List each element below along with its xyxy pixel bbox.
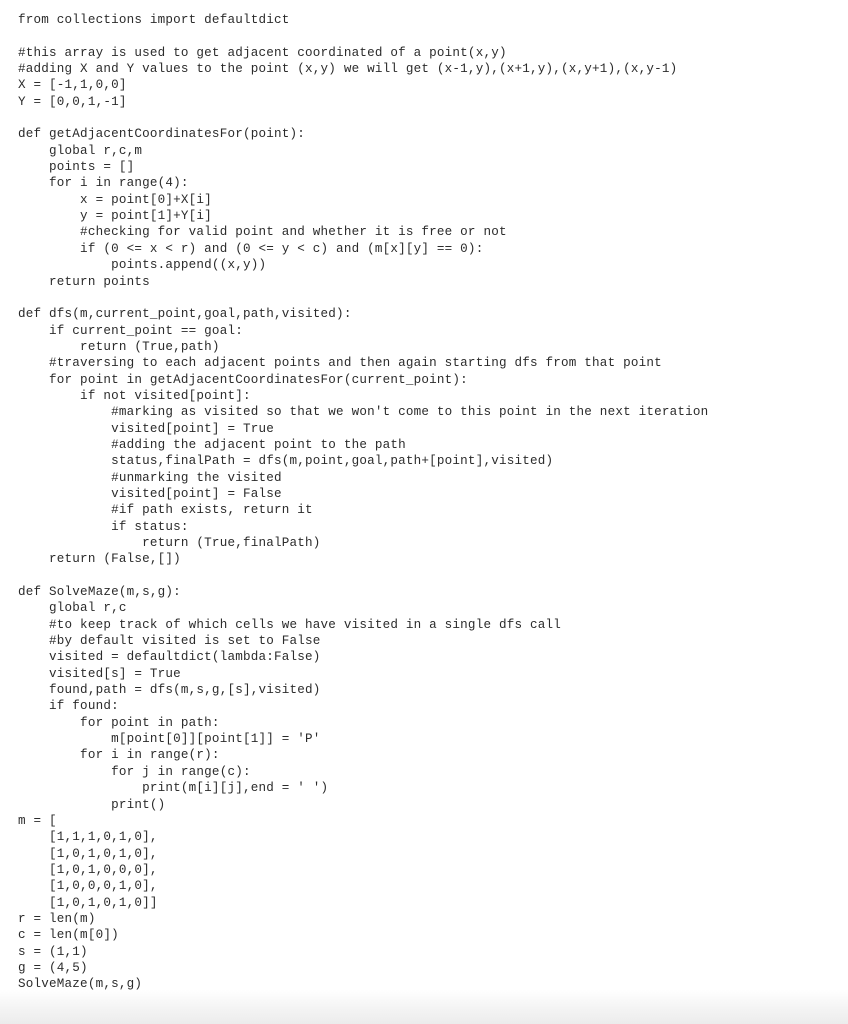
code-line: [1,0,1,0,1,0], <box>18 846 158 861</box>
code-line: if not visited[point]: <box>18 388 251 403</box>
code-line: from collections import defaultdict <box>18 13 290 27</box>
code-line <box>18 110 838 126</box>
code-line: visited = defaultdict(lambda:False) <box>18 650 321 665</box>
code-line: global r,c,m <box>18 143 143 158</box>
code-line: for i in range(r): <box>18 748 220 763</box>
code-line: #if path exists, return it <box>18 503 313 518</box>
code-line: x = point[0]+X[i] <box>18 192 212 207</box>
code-line: def getAdjacentCoordinatesFor(point): <box>18 127 306 142</box>
code-line: if status: <box>18 519 189 534</box>
code-line: g = (4,5) <box>18 960 88 975</box>
code-line: points.append((x,y)) <box>18 258 267 273</box>
code-line: #by default visited is set to False <box>18 634 321 649</box>
code-line: #unmarking the visited <box>18 470 282 485</box>
code-line: print(m[i][j],end = ' ') <box>18 781 329 796</box>
code-line: #adding the adjacent point to the path <box>18 437 406 452</box>
code-line: def dfs(m,current_point,goal,path,visited): <box>18 307 352 322</box>
code-line: print() <box>18 797 166 812</box>
code-line: [1,1,1,0,1,0], <box>18 830 158 845</box>
code-line: Y = [0,0,1,-1] <box>18 94 127 109</box>
code-line: if current_point == goal: <box>18 323 243 338</box>
code-line: for j in range(c): <box>18 764 251 779</box>
code-line <box>18 290 838 306</box>
code-line: visited[point] = True <box>18 421 274 436</box>
code-line: m[point[0]][point[1]] = 'P' <box>18 732 321 747</box>
code-line: if found: <box>18 699 119 714</box>
code-line: visited[point] = False <box>18 486 282 501</box>
code-line: c = len(m[0]) <box>18 928 119 943</box>
code-line: visited[s] = True <box>18 666 181 681</box>
code-line: status,finalPath = dfs(m,point,goal,path+[point],visited) <box>18 454 554 469</box>
code-line: if (0 <= x < r) and (0 <= y < c) and (m[x][y] == 0): <box>18 241 484 256</box>
code-line: global r,c <box>18 601 127 616</box>
code-line: for point in path: <box>18 715 220 730</box>
code-line: #checking for valid point and whether it is free or not <box>18 225 507 240</box>
code-line: #to keep track of which cells we have visited in a single dfs call <box>18 617 562 632</box>
code-line: #marking as visited so that we won't come to this point in the next iteration <box>18 405 709 420</box>
code-line: #traversing to each adjacent points and then again starting dfs from that point <box>18 356 662 371</box>
code-line: def SolveMaze(m,s,g): <box>18 585 181 600</box>
code-line: return (True,path) <box>18 339 220 354</box>
code-line: return points <box>18 274 150 289</box>
code-line: y = point[1]+Y[i] <box>18 209 212 224</box>
code-line <box>18 568 838 584</box>
code-line: [1,0,0,0,1,0], <box>18 879 158 894</box>
code-line: s = (1,1) <box>18 944 88 959</box>
code-line: [1,0,1,0,1,0]] <box>18 895 158 910</box>
code-line: r = len(m) <box>18 911 96 926</box>
code-line: for point in getAdjacentCoordinatesFor(current_point): <box>18 372 468 387</box>
code-line: return (False,[]) <box>18 552 181 567</box>
code-line <box>18 28 838 44</box>
code-line: X = [-1,1,0,0] <box>18 78 127 93</box>
code-line: found,path = dfs(m,s,g,[s],visited) <box>18 683 321 698</box>
code-line: return (True,finalPath) <box>18 536 321 550</box>
code-block <box>18 12 838 993</box>
code-line: #adding X and Y values to the point (x,y) we will get (x-1,y),(x+1,y),(x,y+1),(x,y-1) <box>18 62 678 77</box>
code-line: [1,0,1,0,0,0], <box>18 862 158 877</box>
code-line: points = [] <box>18 160 135 175</box>
code-line: for i in range(4): <box>18 176 189 191</box>
code-line: #this array is used to get adjacent coordinated of a point(x,y) <box>18 45 507 60</box>
code-line: m = [ <box>18 813 57 828</box>
code-line: SolveMaze(m,s,g) <box>18 977 143 992</box>
